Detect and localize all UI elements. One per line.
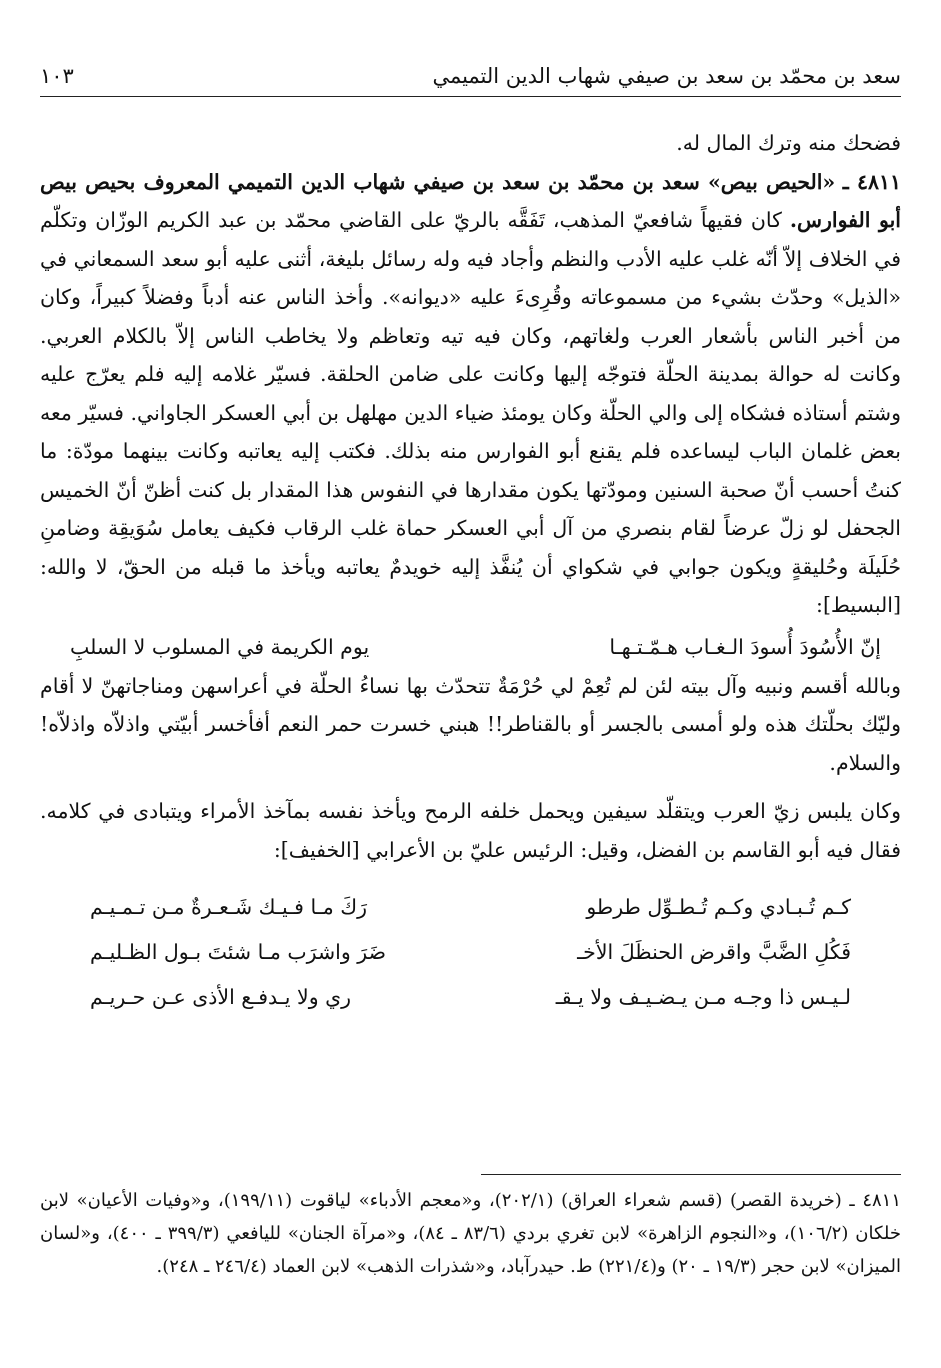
poem xyxy=(90,885,851,1020)
page-number: ١٠٣ xyxy=(40,64,74,88)
entry-number: ٤٨١١ ـ xyxy=(842,169,901,194)
paragraph: وبالله أقسم ونبيه وآل بيته لئن لم تُعِمْ لي حُرْمَةٌ تتحدّث بها نساءُ الحلّة في أعراسهن ومناجاتهنّ لا أقام وليّك بحلّتك هذه ولو أمسى بالجسر أو بالقناطر!! هبني خسرت حمر النعم أفأخسر أبيّتي واذلاّه واذلاّه! والسلام. xyxy=(40,673,901,775)
verse-hemistich-second: ضَرَ واشرَب مـا شئتَ بـول الظـليـم xyxy=(90,940,386,964)
running-header xyxy=(40,56,901,97)
poem-verse xyxy=(90,930,851,975)
biography-entry xyxy=(40,163,901,625)
verse-line xyxy=(70,627,881,667)
footnote-text: ٤٨١١ ـ (خريدة القصر) (قسم شعراء العراق) (٢٠٢/١)، و«معجم الأدباء» لياقوت (١٩٩/١١)، و«وفيات الأعيان» لابن خلكان (١٠٦/٢)، و«النجوم الزاهرة» لابن تغري بردي (٨٣/٦ ـ ٨٤)، و«مرآة الجنان» لليافعي (٣٩٩/٣ ـ ٤٠٠)، و«لسان الميزان» لابن حجر (١٩/٣ ـ ٢٠) و(٢٢١/٤) ط. حيدرآباد، و«شذرات الذهب» لابن العماد (٢٤٦/٤ ـ ٢٤٨). xyxy=(40,1190,901,1277)
footnote xyxy=(40,1184,901,1283)
poem-verse xyxy=(90,975,851,1020)
verse-hemistich-second: ري ولا يـدفـع الأذى عـن حـريـم xyxy=(90,985,352,1009)
footnote-divider xyxy=(481,1174,901,1175)
verse-hemistich-second: يوم الكريمة في المسلوب لا السلبِ xyxy=(70,634,370,659)
running-title: سعد بن محمّد بن سعد بن صيفي شهاب الدين التميمي xyxy=(432,64,901,88)
verse-hemistich-second: رَكَ مـا فـيـك شَـعـرةٌ مـن تـمـيـم xyxy=(90,895,368,919)
verse-hemistich-first: فَكُلِ الضَّبَّ واقرض الحنظَلَ الأخـ xyxy=(577,940,851,964)
verse-hemistich-first: كـم تُـبـادي وكـم تُـطـوِّل طرطو xyxy=(586,895,851,919)
entry-heading: «الحيص بيص» سعد بن محمّد بن سعد بن صيفي شهاب الدين التميمي المعروف بحيص بيص أبو الفوارس. xyxy=(40,169,901,232)
poem-verse xyxy=(90,885,851,930)
verse-hemistich-first: إنّ الأُسُودَ أُسودَ الـغـاب هـمّـتـهـا xyxy=(609,634,881,659)
main-text xyxy=(40,124,901,1020)
entry-text: كان فقيهاً شافعيّ المذهب، تَفَقَّه بالريّ على القاضي محمّد بن عبد الكريم الوزّان وتكلّم في الخلاف إلاّ أنّه غلب عليه الأدب والنظم وأجاد فيه وله رسائل بليغة، أثنى عليه أبو سعد السمعاني في «الذيل» وحدّث بشيء من مسموعاته وقُرِىءَ عليه «ديوانه». وأخذ الناس عنه أدباً وفضلاً كبيراً، وكان من أخبر الناس بأشعار العرب ولغاتهم، وكان فيه تيه وتعاظم ولا يخاطب الناس إلاّ بالكلام العربي. وكانت له حوالة بمدينة الحلّة فتوجّه إليها وكانت على ضامن الحلقة. فسيّر غلامه إليه فلم يعرّج عليه وشتم أستاذه فشكاه إلى والي الحلّة وكان يومئذ ضياء الدين مهلهل بن أبي العسكر الجاواني. فسيّر معه بعض غلمان الباب ليساعده فلم يقنع أبو الفوارس منه بذلك. فكتب إليه يعاتبه وكانت بينهما مودّة: ما كنتُ أحسب أنّ صحبة السنين ومودّتها يكون مقدارها في النفوس هذا المقدار بل كنت أظنّ أنّ الخميس الجحفل لو زلّ عرضاً لقام بنصري من آل أبي العسكر حماة غلب الرقاب فكيف يعامل سُوَيقِة وضامنِ حُلَيلَة وحُليقةٍ ويكون جوابي في شكواي أن يُنفَّذ إليه خويدمٌ يعاتبه ويأخذ ما قبله من الحقّ، لا والله: [البسيط]: xyxy=(40,208,901,617)
verse-hemistich-first: لـيـس ذا وجـه مـن يـضـيـف ولا يـقـ xyxy=(555,985,851,1009)
paragraph: وكان يلبس زيّ العرب ويتقلّد سيفين ويحمل خلفه الرمح ويأخذ نفسه بمآخذ الأمراء ويتبادى في كلامه. فقال فيه أبو القاسم بن الفضل، وقيل: الرئيس عليّ بن الأعرابي [الخفيف]: xyxy=(40,799,901,862)
paragraph: فضحك منه وترك المال له. xyxy=(676,131,901,155)
